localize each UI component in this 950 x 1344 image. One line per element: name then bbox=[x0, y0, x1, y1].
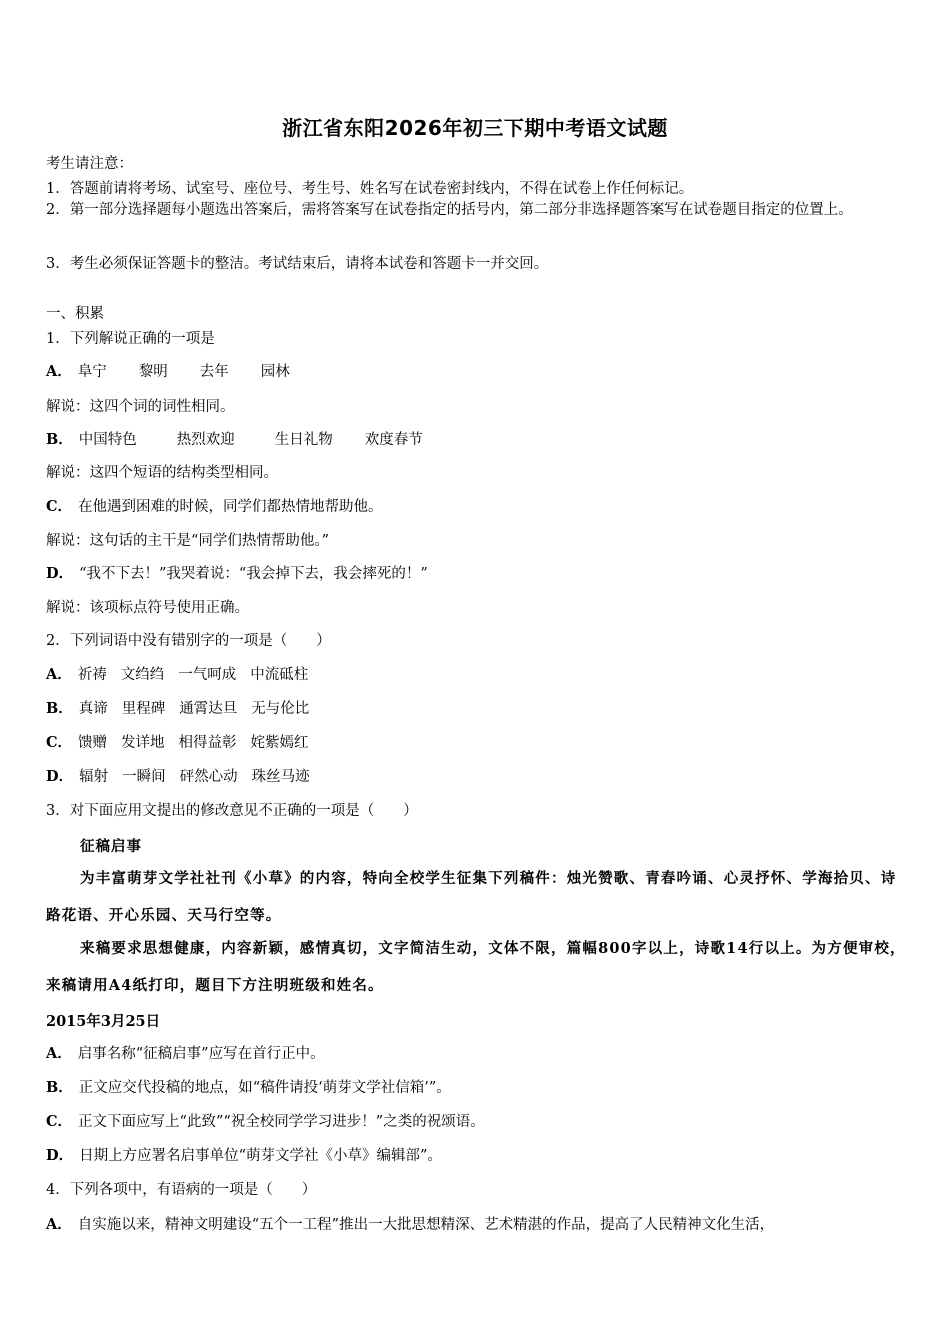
word: 通霄达旦 bbox=[179, 701, 238, 717]
question-stem: 3．对下面应用文提出的修改意见不正确的一项是（ ） bbox=[46, 803, 418, 819]
option-label: C． bbox=[46, 498, 73, 515]
option-text: “我不下去！”我哭着说：“我会掉下去，我会摔死的！” bbox=[79, 566, 428, 582]
option-row bbox=[46, 1076, 451, 1097]
word: 祈祷 bbox=[77, 667, 107, 683]
word: 砰然心动 bbox=[179, 769, 238, 785]
word: 阜宁 bbox=[77, 364, 107, 380]
option-text: 启事名称“征稿启事”应写在首行正中。 bbox=[77, 1046, 325, 1062]
option-label: D． bbox=[46, 1147, 74, 1164]
option-text: 正文下面应写上“此致”“祝全校同学学习进步！”之类的祝颂语。 bbox=[78, 1114, 485, 1130]
option-row bbox=[46, 697, 309, 718]
word: 热烈欢迎 bbox=[176, 432, 235, 448]
notice-date: 2015年3月25日 bbox=[46, 1013, 161, 1030]
option-label: A． bbox=[46, 1216, 72, 1233]
option-row bbox=[46, 765, 310, 786]
option-row bbox=[46, 1042, 325, 1063]
option-text: 日期上方应署名启事单位“萌芽文学社《小草》编辑部”。 bbox=[79, 1148, 442, 1164]
notice-title: 征稿启事 bbox=[80, 838, 142, 855]
word: 无与伦比 bbox=[251, 701, 310, 717]
word: 真谛 bbox=[78, 701, 108, 717]
option-row bbox=[46, 360, 290, 381]
section-heading: 一、积累 bbox=[46, 306, 104, 322]
option-label: A． bbox=[46, 1045, 72, 1062]
option-row bbox=[46, 1213, 774, 1234]
word: 一瞬间 bbox=[122, 769, 166, 785]
notice-item: 2．第一部分选择题每小题选出答案后，需将答案写在试卷指定的括号内，第二部分非选择题答案写在试卷题目指定的位置上。 bbox=[46, 202, 853, 218]
word: 去年 bbox=[199, 364, 229, 380]
word: 相得益彰 bbox=[178, 735, 237, 751]
page-title: 浙江省东阳2026年初三下期中考语文试题 bbox=[282, 116, 668, 140]
word: 黎明 bbox=[138, 364, 168, 380]
notice-paragraph: 来稿要求思想健康，内容新颖，感情真切，文字简洁生动，文体不限，篇幅800字以上，诗歌14行以上。为方便审校，来稿请用A4纸打印，题目下方注明班级和姓名。 bbox=[46, 940, 906, 994]
option-label: D． bbox=[46, 565, 74, 582]
word: 园林 bbox=[260, 364, 290, 380]
word: 馈赠 bbox=[78, 735, 108, 751]
question-stem: 1．下列解说正确的一项是 bbox=[46, 331, 215, 347]
word: 文绉绉 bbox=[120, 667, 165, 683]
question-stem: 2．下列词语中没有错别字的一项是（ ） bbox=[46, 633, 331, 649]
explanation: 解说：这四个词的词性相同。 bbox=[46, 399, 235, 415]
word: 中国特色 bbox=[78, 432, 137, 448]
explanation: 解说：该项标点符号使用正确。 bbox=[46, 600, 249, 616]
notice-item: 3．考生必须保证答题卡的整洁。考试结束后，请将本试卷和答题卡一并交回。 bbox=[46, 256, 549, 272]
word: 一气呵成 bbox=[178, 667, 237, 683]
option-row bbox=[46, 495, 383, 516]
option-text: 自实施以来，精神文明建设“五个一工程”推出一大批思想精深、艺术精湛的作品，提高了人民精神文化生活， bbox=[77, 1217, 775, 1233]
word: 珠丝马迹 bbox=[251, 769, 310, 785]
explanation: 解说：这句话的主干是“同学们热情帮助他。” bbox=[46, 533, 330, 549]
option-label: A． bbox=[46, 363, 72, 380]
notice-heading: 考生请注意： bbox=[46, 156, 133, 172]
option-text: 在他遇到困难的时候，同学们都热情地帮助他。 bbox=[78, 499, 383, 515]
explanation: 解说：这四个短语的结构类型相同。 bbox=[46, 465, 278, 481]
word: 里程碑 bbox=[121, 701, 166, 717]
option-label: D． bbox=[46, 768, 74, 785]
option-text: 正文应交代投稿的地点，如“稿件请投‘萌芽文学社信箱’”。 bbox=[78, 1080, 451, 1096]
word: 中流砥柱 bbox=[250, 667, 309, 683]
word: 辐射 bbox=[79, 769, 109, 785]
question-stem: 4．下列各项中，有语病的一项是（ ） bbox=[46, 1182, 317, 1198]
word: 欢度春节 bbox=[364, 432, 423, 448]
option-label: B． bbox=[46, 700, 73, 717]
option-row bbox=[46, 663, 308, 684]
option-label: A． bbox=[46, 666, 72, 683]
option-row bbox=[46, 1110, 485, 1131]
option-row bbox=[46, 731, 309, 752]
option-label: C． bbox=[46, 1113, 73, 1130]
notice-paragraph: 为丰富萌芽文学社社刊《小草》的内容，特向全校学生征集下列稿件：烛光赞歌、青春吟诵、心灵抒怀、学海拾贝、诗路花语、开心乐园、天马行空等。 bbox=[46, 870, 897, 924]
option-label: C． bbox=[46, 734, 73, 751]
option-label: B． bbox=[46, 1079, 73, 1096]
word: 姹紫嫣红 bbox=[250, 735, 309, 751]
option-row bbox=[46, 1144, 442, 1165]
notice-item: 1．答题前请将考场、试室号、座位号、考生号、姓名写在试卷密封线内，不得在试卷上作任何标记。 bbox=[46, 181, 694, 197]
option-label: B． bbox=[46, 431, 73, 448]
word: 生日礼物 bbox=[274, 432, 333, 448]
option-row bbox=[46, 428, 423, 449]
option-row bbox=[46, 562, 428, 583]
word: 发详地 bbox=[121, 735, 165, 751]
